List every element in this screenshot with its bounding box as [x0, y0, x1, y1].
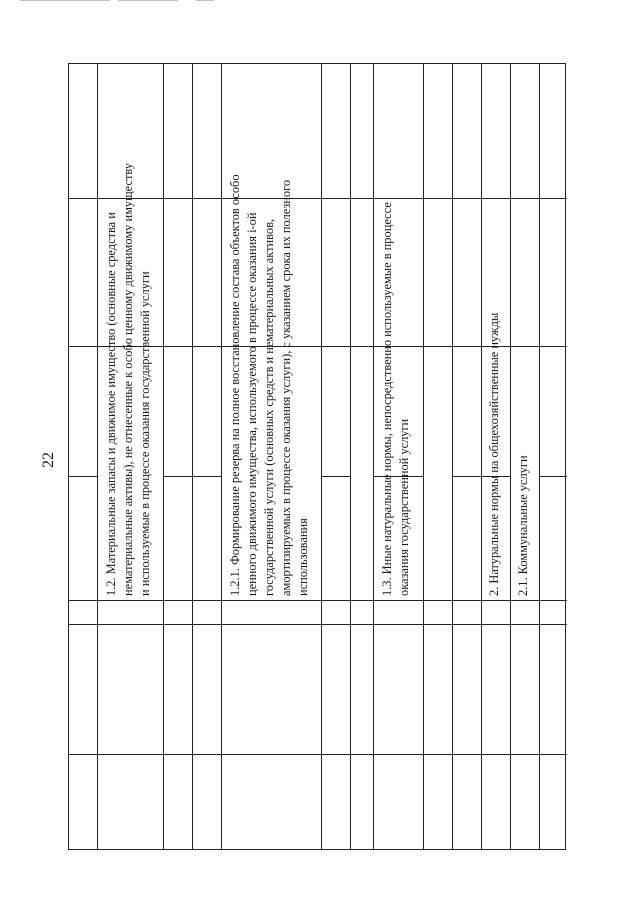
- scan-artifact: [20, 0, 110, 1]
- row-divider: [321, 64, 322, 849]
- row-divider: [97, 64, 98, 849]
- column-divider: [69, 476, 97, 477]
- column-divider: [69, 600, 567, 601]
- row-text-2: 2. Натуральные нормы на общехозяйственные нужды: [487, 312, 501, 596]
- row-divider: [373, 64, 374, 849]
- column-divider: [539, 476, 567, 477]
- norms-table: [68, 63, 566, 850]
- scan-artifact: [196, 0, 214, 1]
- column-divider: [69, 624, 567, 625]
- page-number: 22: [40, 452, 57, 468]
- row-text-1-3: 1.3. Иные натуральные нормы, непосредственно используемые в процессе оказания государственной услуги: [380, 202, 411, 596]
- row-text-1-2-1: 1.2.1. Формирование резерва на полное восстановление состава объектов особо ценного движимого имущества, используемого в процессе оказания i-ой государственной услуги (основных средств и нематериальных активов, амортизируемых в процессе оказания услуги), с указанием срока их полезного использования: [228, 174, 310, 596]
- row-divider: [163, 64, 164, 849]
- column-divider: [163, 476, 221, 477]
- column-divider: [321, 476, 350, 477]
- row-divider: [452, 64, 453, 849]
- row-divider: [481, 64, 482, 849]
- row-text-1-2: 1.2. Материальные запасы и движимое имущество (основные средства и нематериальные активы), не отнесенные к особо ценному движимому имуществу и используемые в процессе оказания государственной услуги: [104, 162, 152, 596]
- row-divider: [221, 64, 222, 849]
- row-divider: [350, 64, 351, 849]
- row-divider: [423, 64, 424, 849]
- row-divider: [539, 64, 540, 849]
- column-divider: [69, 754, 567, 755]
- row-divider: [510, 64, 511, 849]
- row-text-2-1: 2.1. Коммунальные услуги: [516, 455, 530, 596]
- scan-artifact: [118, 0, 178, 1]
- row-divider: [192, 64, 193, 849]
